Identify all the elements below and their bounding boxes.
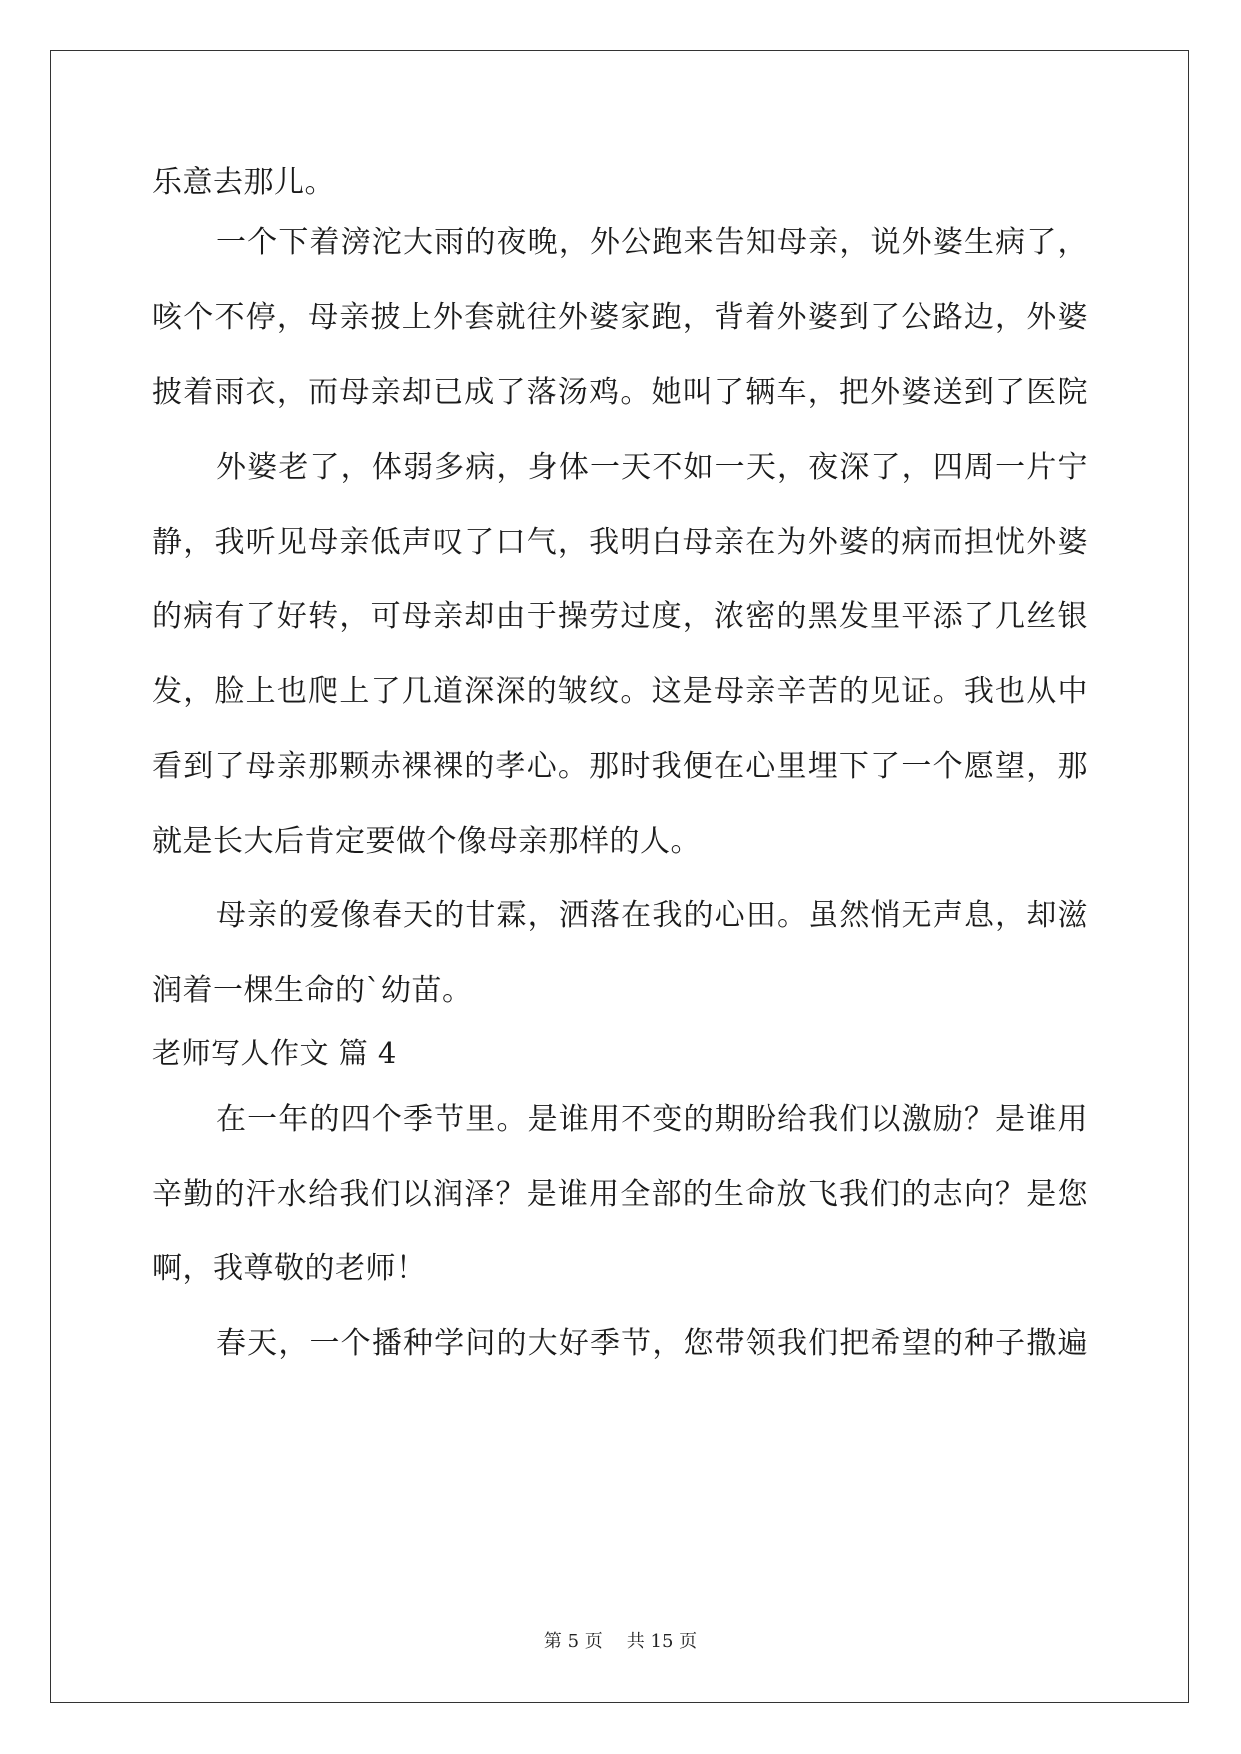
text-line: 春天，一个播种学问的大好季节，您带领我们把希望的种子撒遍 — [216, 1326, 1088, 1361]
page-footer — [0, 1630, 1241, 1654]
text-line: 看到了母亲那颗赤裸裸的孝心。那时我便在心里埋下了一个愿望，那 — [152, 749, 1088, 784]
section-heading: 老师写人作文 篇 4 — [152, 1036, 397, 1070]
text-line: 咳个不停，母亲披上外套就往外婆家跑，背着外婆到了公路边，外婆 — [152, 300, 1088, 335]
text-line: 母亲的爱像春天的甘霖，洒落在我的心田。虽然悄无声息，却滋 — [216, 898, 1088, 933]
text-line: 发，脸上也爬上了几道深深的皱纹。这是母亲辛苦的见证。我也从中 — [152, 674, 1088, 709]
text-line: 在一年的四个季节里。是谁用不变的期盼给我们以激励？是谁用 — [216, 1102, 1088, 1137]
text-line: 的病有了好转，可母亲却由于操劳过度，浓密的黑发里平添了几丝银 — [152, 599, 1088, 634]
text-line: 静，我听见母亲低声叹了口气，我明白母亲在为外婆的病而担忧外婆 — [152, 525, 1088, 560]
text-line: 就是长大后肯定要做个像母亲那样的人。 — [152, 824, 701, 859]
text-line: 辛勤的汗水给我们以润泽？是谁用全部的生命放飞我们的志向？是您 — [152, 1177, 1088, 1212]
text-line: 润着一棵生命的`幼苗。 — [152, 973, 473, 1008]
page-number: 第 5 页 — [543, 1631, 603, 1652]
text-line: 披着雨衣，而母亲却已成了落汤鸡。她叫了辆车，把外婆送到了医院 — [152, 375, 1088, 410]
text-line: 啊，我尊敬的老师！ — [152, 1251, 427, 1286]
text-line: 外婆老了，体弱多病，身体一天不如一天，夜深了，四周一片宁 — [216, 450, 1088, 485]
text-line: 一个下着滂沱大雨的夜晚，外公跑来告知母亲，说外婆生病了， — [216, 225, 1088, 260]
page-total: 共 15 页 — [626, 1631, 698, 1652]
text-line: 乐意去那儿。 — [152, 165, 335, 200]
